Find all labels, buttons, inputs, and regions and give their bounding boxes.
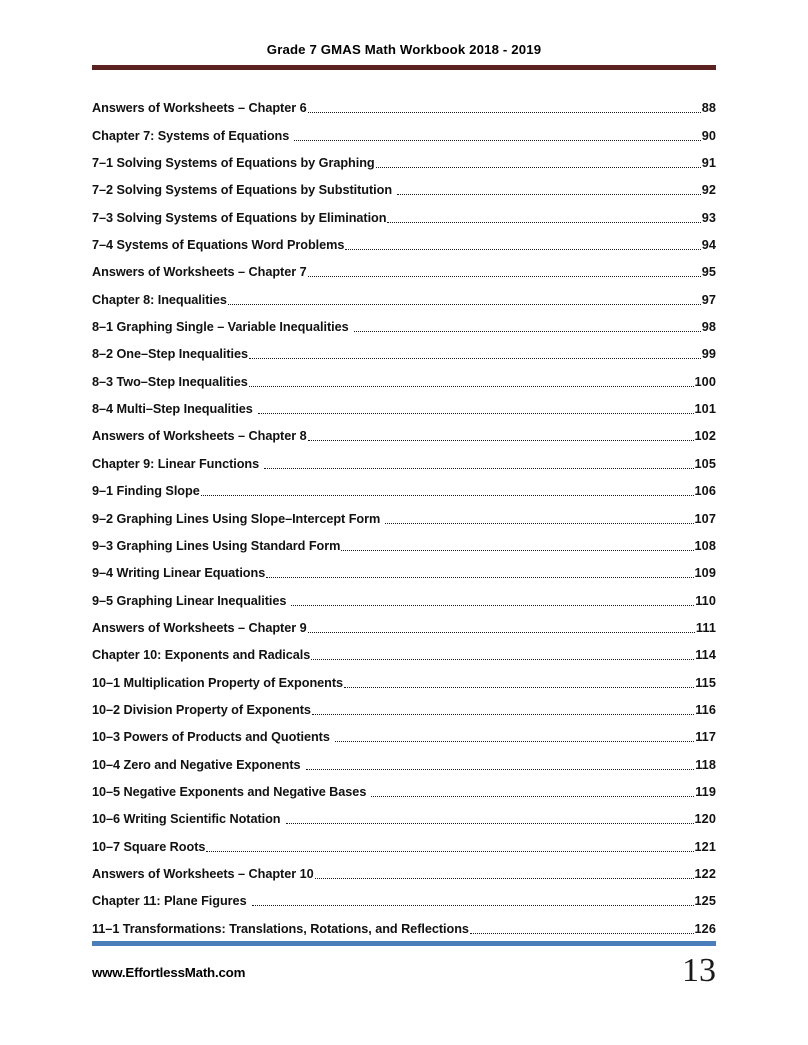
- toc-entry-title: 10–3 Powers of Products and Quotients: [92, 730, 330, 745]
- toc-entry[interactable]: [92, 308, 716, 335]
- toc-dot-leader: [266, 567, 693, 581]
- toc-entry-page-number: 117: [695, 730, 716, 745]
- toc-entry-title: 7–4 Systems of Equations Word Problems: [92, 238, 345, 253]
- toc-dot-leader: [308, 266, 701, 280]
- page-title: Grade 7 GMAS Math Workbook 2018 - 2019: [266, 42, 542, 57]
- page-header: [92, 41, 716, 70]
- toc-dot-leader: [249, 348, 701, 362]
- toc-entry-title: 10–4 Zero and Negative Exponents: [92, 757, 301, 772]
- footer-divider-rule: [92, 941, 716, 946]
- toc-entry-page-number: 102: [694, 429, 716, 444]
- toc-entry[interactable]: [92, 527, 716, 554]
- toc-dot-leader: [315, 868, 694, 882]
- footer-website-url[interactable]: www.EffortlessMath.com: [92, 965, 246, 980]
- toc-dot-leader: [258, 403, 694, 417]
- toc-entry-title: Answers of Worksheets – Chapter 8: [92, 429, 307, 444]
- toc-entry-page-number: 111: [695, 620, 716, 635]
- toc-entry-title: 8–2 One–Step Inequalities: [92, 347, 248, 362]
- toc-dot-leader: [294, 130, 700, 144]
- toc-entry-title: 7–1 Solving Systems of Equations by Graphing: [92, 156, 375, 171]
- toc-entry-title: Chapter 8: Inequalities: [92, 292, 227, 307]
- toc-entry-title: 9–2 Graphing Lines Using Slope–Intercept Form: [92, 511, 381, 526]
- toc-dot-leader: [344, 677, 694, 691]
- toc-entry[interactable]: [92, 882, 716, 909]
- toc-entry-page-number: 119: [695, 784, 716, 799]
- header-divider-rule: [92, 65, 716, 70]
- toc-dot-leader: [376, 157, 701, 171]
- toc-entry-page-number: 107: [694, 511, 716, 526]
- footer-row: [92, 952, 716, 999]
- toc-entry-page-number: 98: [701, 320, 716, 335]
- toc-entry-title: Chapter 7: Systems of Equations: [92, 128, 290, 143]
- toc-dot-leader: [249, 376, 694, 390]
- toc-entry[interactable]: [92, 335, 716, 362]
- toc-entry[interactable]: [92, 417, 716, 444]
- toc-entry[interactable]: [92, 89, 716, 116]
- toc-entry[interactable]: [92, 198, 716, 225]
- toc-dot-leader: [306, 759, 695, 773]
- toc-entry[interactable]: [92, 800, 716, 827]
- toc-entry-page-number: 105: [694, 456, 716, 471]
- toc-dot-leader: [335, 731, 694, 745]
- toc-entry-page-number: 126: [694, 921, 716, 936]
- toc-entry-title: 8–4 Multi–Step Inequalities: [92, 402, 253, 417]
- toc-entry-title: 10–7 Square Roots: [92, 839, 206, 854]
- toc-dot-leader: [308, 430, 694, 444]
- toc-dot-leader: [371, 786, 694, 800]
- toc-entry-page-number: 90: [701, 128, 716, 143]
- toc-entry-page-number: 121: [694, 839, 716, 854]
- page-content-area: [92, 0, 716, 1045]
- toc-entry-title: Answers of Worksheets – Chapter 10: [92, 866, 314, 881]
- toc-entry-title: 11–1 Transformations: Translations, Rotations, and Reflections: [92, 921, 469, 936]
- toc-entry-page-number: 97: [701, 292, 716, 307]
- toc-entry-page-number: 109: [694, 566, 716, 581]
- toc-entry-page-number: 99: [701, 347, 716, 362]
- toc-entry-page-number: 108: [694, 538, 716, 553]
- toc-entry-page-number: 101: [694, 402, 716, 417]
- toc-entry[interactable]: [92, 855, 716, 882]
- toc-entry-title: Answers of Worksheets – Chapter 7: [92, 265, 307, 280]
- toc-dot-leader: [311, 649, 694, 663]
- toc-dot-leader: [308, 102, 701, 116]
- toc-entry[interactable]: [92, 773, 716, 800]
- toc-entry-page-number: 95: [701, 265, 716, 280]
- toc-dot-leader: [470, 923, 694, 937]
- page-footer: [92, 941, 716, 999]
- toc-entry[interactable]: [92, 827, 716, 854]
- toc-dot-leader: [397, 184, 701, 198]
- toc-entry-page-number: 115: [695, 675, 716, 690]
- toc-entry-title: 10–2 Division Property of Exponents: [92, 702, 311, 717]
- toc-entry-title: Answers of Worksheets – Chapter 6: [92, 101, 307, 116]
- toc-entry-title: Chapter 9: Linear Functions: [92, 456, 260, 471]
- toc-entry[interactable]: [92, 116, 716, 143]
- toc-entry-page-number: 91: [701, 156, 716, 171]
- toc-entry[interactable]: [92, 581, 716, 608]
- toc-entry-page-number: 88: [701, 101, 716, 116]
- toc-entry-title: 8–3 Two–Step Inequalities: [92, 374, 248, 389]
- toc-entry[interactable]: [92, 609, 716, 636]
- toc-entry[interactable]: [92, 226, 716, 253]
- toc-entry-title: 7–2 Solving Systems of Equations by Substitution: [92, 183, 393, 198]
- toc-entry-page-number: 106: [694, 484, 716, 499]
- toc-entry[interactable]: [92, 663, 716, 690]
- toc-entry-page-number: 125: [694, 894, 716, 909]
- toc-entry-title: 10–5 Negative Exponents and Negative Bases: [92, 784, 367, 799]
- toc-entry[interactable]: [92, 362, 716, 389]
- toc-dot-leader: [308, 622, 695, 636]
- toc-dot-leader: [312, 704, 694, 718]
- toc-entry[interactable]: [92, 636, 716, 663]
- toc-entry-page-number: 94: [701, 238, 716, 253]
- toc-entry[interactable]: [92, 499, 716, 526]
- toc-entry[interactable]: [92, 280, 716, 307]
- toc-entry-title: Answers of Worksheets – Chapter 9: [92, 620, 307, 635]
- toc-entry-title: 9–5 Graphing Linear Inequalities: [92, 593, 287, 608]
- toc-entry-page-number: 120: [694, 812, 716, 827]
- toc-entry[interactable]: [92, 909, 716, 936]
- toc-dot-leader: [354, 321, 701, 335]
- toc-entry[interactable]: [92, 718, 716, 745]
- toc-entry-title: 10–6 Writing Scientific Notation: [92, 812, 281, 827]
- toc-entry-page-number: 93: [701, 210, 716, 225]
- toc-entry-title: 9–3 Graphing Lines Using Standard Form: [92, 538, 341, 553]
- toc-entry-title: 9–1 Finding Slope: [92, 484, 200, 499]
- toc-entry[interactable]: [92, 253, 716, 280]
- toc-entry[interactable]: [92, 144, 716, 171]
- toc-entry-page-number: 92: [701, 183, 716, 198]
- toc-entry[interactable]: [92, 745, 716, 772]
- toc-dot-leader: [291, 595, 694, 609]
- toc-entry[interactable]: [92, 691, 716, 718]
- toc-entry-title: 9–4 Writing Linear Equations: [92, 566, 266, 581]
- toc-dot-leader: [206, 841, 693, 855]
- footer-page-number: 13: [682, 952, 716, 989]
- toc-entry-title: Chapter 10: Exponents and Radicals: [92, 648, 311, 663]
- toc-dot-leader: [387, 212, 700, 226]
- toc-dot-leader: [385, 513, 693, 527]
- toc-entry[interactable]: [92, 444, 716, 471]
- toc-dot-leader: [201, 485, 694, 499]
- toc-entry[interactable]: [92, 554, 716, 581]
- toc-entry-title: 10–1 Multiplication Property of Exponents: [92, 675, 344, 690]
- toc-entry-title: 8–1 Graphing Single – Variable Inequalities: [92, 320, 349, 335]
- toc-entry-page-number: 110: [695, 593, 716, 608]
- toc-entry[interactable]: [92, 390, 716, 417]
- toc-entry[interactable]: [92, 472, 716, 499]
- toc-entry-page-number: 122: [694, 866, 716, 881]
- toc-dot-leader: [252, 895, 694, 909]
- toc-dot-leader: [345, 239, 700, 253]
- toc-entry[interactable]: [92, 171, 716, 198]
- toc-entry-page-number: 118: [695, 757, 716, 772]
- toc-dot-leader: [286, 813, 694, 827]
- toc-entry-page-number: 114: [695, 648, 716, 663]
- toc-dot-leader: [264, 458, 693, 472]
- toc-entry-title: Chapter 11: Plane Figures: [92, 894, 247, 909]
- toc-dot-leader: [228, 294, 701, 308]
- toc-entry-page-number: 100: [694, 374, 716, 389]
- toc-entry-page-number: 116: [695, 702, 716, 717]
- toc-dot-leader: [341, 540, 693, 554]
- toc-entry-title: 7–3 Solving Systems of Equations by Elimination: [92, 210, 387, 225]
- table-of-contents: [92, 89, 716, 937]
